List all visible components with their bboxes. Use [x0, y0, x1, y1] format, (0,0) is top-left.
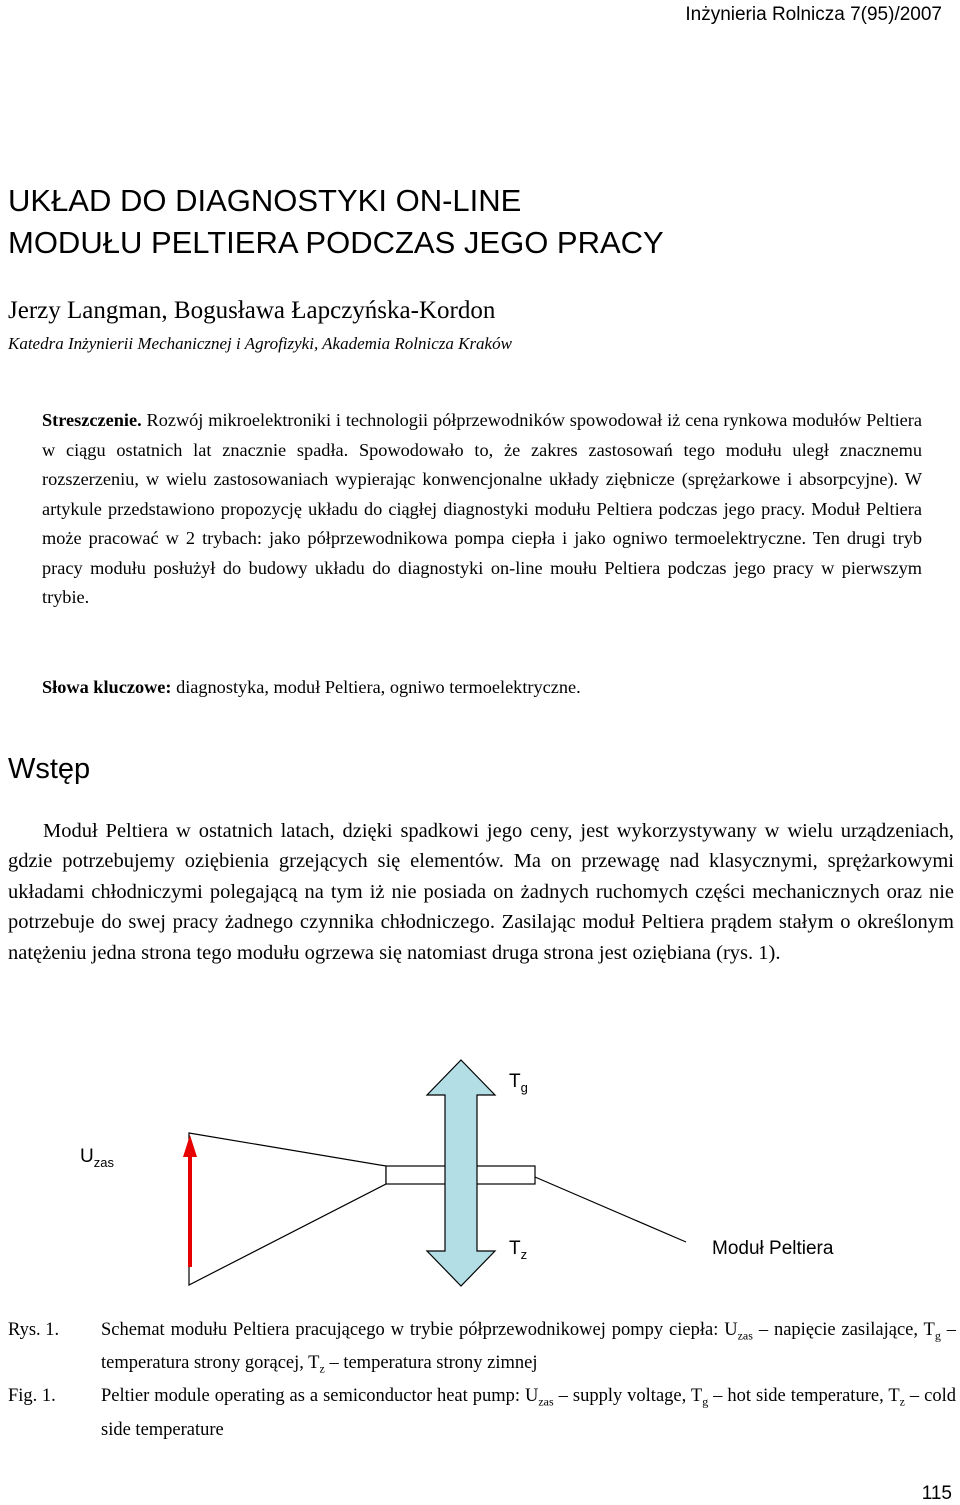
module-label-leader	[535, 1177, 686, 1242]
authors: Jerzy Langman, Bogusława Łapczyńska-Kordon	[8, 297, 496, 324]
affiliation: Katedra Inżynierii Mechanicznej i Agrofizyki, Akademia Rolnicza Kraków	[8, 334, 512, 353]
keywords	[42, 677, 581, 698]
label-tg: $T_g$	[509, 1071, 528, 1095]
caption-en	[8, 1383, 956, 1444]
voltage-wedge	[189, 1133, 386, 1285]
caption-en-number: Fig. 1.	[8, 1386, 56, 1407]
intro-paragraph	[8, 816, 954, 968]
section-heading: Wstęp	[8, 753, 91, 785]
keywords-label: Słowa kluczowe:	[42, 677, 172, 697]
caption-pl-number: Rys. 1.	[8, 1320, 60, 1340]
page-number: 115	[921, 1483, 952, 1504]
title-line-2: MODUŁU PELTIERA PODCZAS JEGO PRACY	[8, 225, 664, 260]
caption-pl-text: Schemat modułu Peltiera pracującego w trybie półprzewodnikowej pompy ciepła: $U_{zas}$ – napięcie zasilające, $T_g$ – temperatura strony gorącej, $T_z$ – temperatura strony zimnej	[101, 1320, 956, 1376]
abstract-text: Rozwój mikroelektroniki i technologii półprzewodników spowodował iż cena rynkowa modułów Peltiera w ciągu ostatnich lat znacznie spadła. Spowodowało to, że zakres zastosowań tego modułu uległ znacznemu rozszerzeniu, w wielu zastosowaniach wypierając konwencjonalne układy ziębnicze (sprężarkowe i absorpcyjne). W artykule przedstawiono propozycję układu do ciągłej diagnostyki modułu Peltiera podczas jego pracy. Moduł Peltiera może pracować w 2 trybach: jako półprzewodnikowa pompa ciepła i jako ogniwo termoelektryczne. Ten drugi tryb pracy modułu posłużył do budowy układu do diagnostyki on-line moułu Peltiera podczas jego pracy w pierwszym trybie.	[42, 410, 922, 607]
label-module: Moduł Peltiera	[712, 1238, 834, 1259]
abstract	[42, 406, 922, 613]
paper-title	[8, 180, 664, 264]
keywords-text: diagnostyka, moduł Peltiera, ogniwo termoelektryczne.	[171, 677, 581, 697]
intro-text: Moduł Peltiera w ostatnich latach, dzięki spadkowi jego ceny, jest wykorzystywany w wielu urządzeniach, gdzie potrzebujemy oziębienia grzejących się elementów. Ma on przewagę nad klasycznymi, sprężarkowymi układami chłodniczymi polegającą na tym iż nie posiada on żadnych ruchomych części mechanicznych oraz nie potrzebuje do swej pracy żadnego czynnika chłodniczego. Zasilając moduł Peltiera prądem stałym o określonym natężeniu jedna strona tego modułu ogrzewa się natomiast druga strona jest oziębiana (rys. 1).	[8, 820, 954, 964]
journal-header: Inżynieria Rolnicza 7(95)/2007	[685, 4, 942, 25]
figure-peltier-diagram	[0, 1055, 960, 1305]
title-line-1: UKŁAD DO DIAGNOSTYKI ON-LINE	[8, 183, 522, 218]
abstract-label: Streszczenie.	[42, 410, 142, 430]
figure-caption	[8, 1317, 956, 1444]
caption-pl	[8, 1317, 956, 1383]
label-tz: $T_z$	[509, 1238, 528, 1262]
caption-en-text: Peltier module operating as a semiconductor heat pump: $U_{zas}$ – supply voltage, $T_g$ – hot side temperature, $T_z$ – cold side temperature	[101, 1386, 956, 1440]
label-uzas: $U_{zas}$	[80, 1146, 114, 1170]
